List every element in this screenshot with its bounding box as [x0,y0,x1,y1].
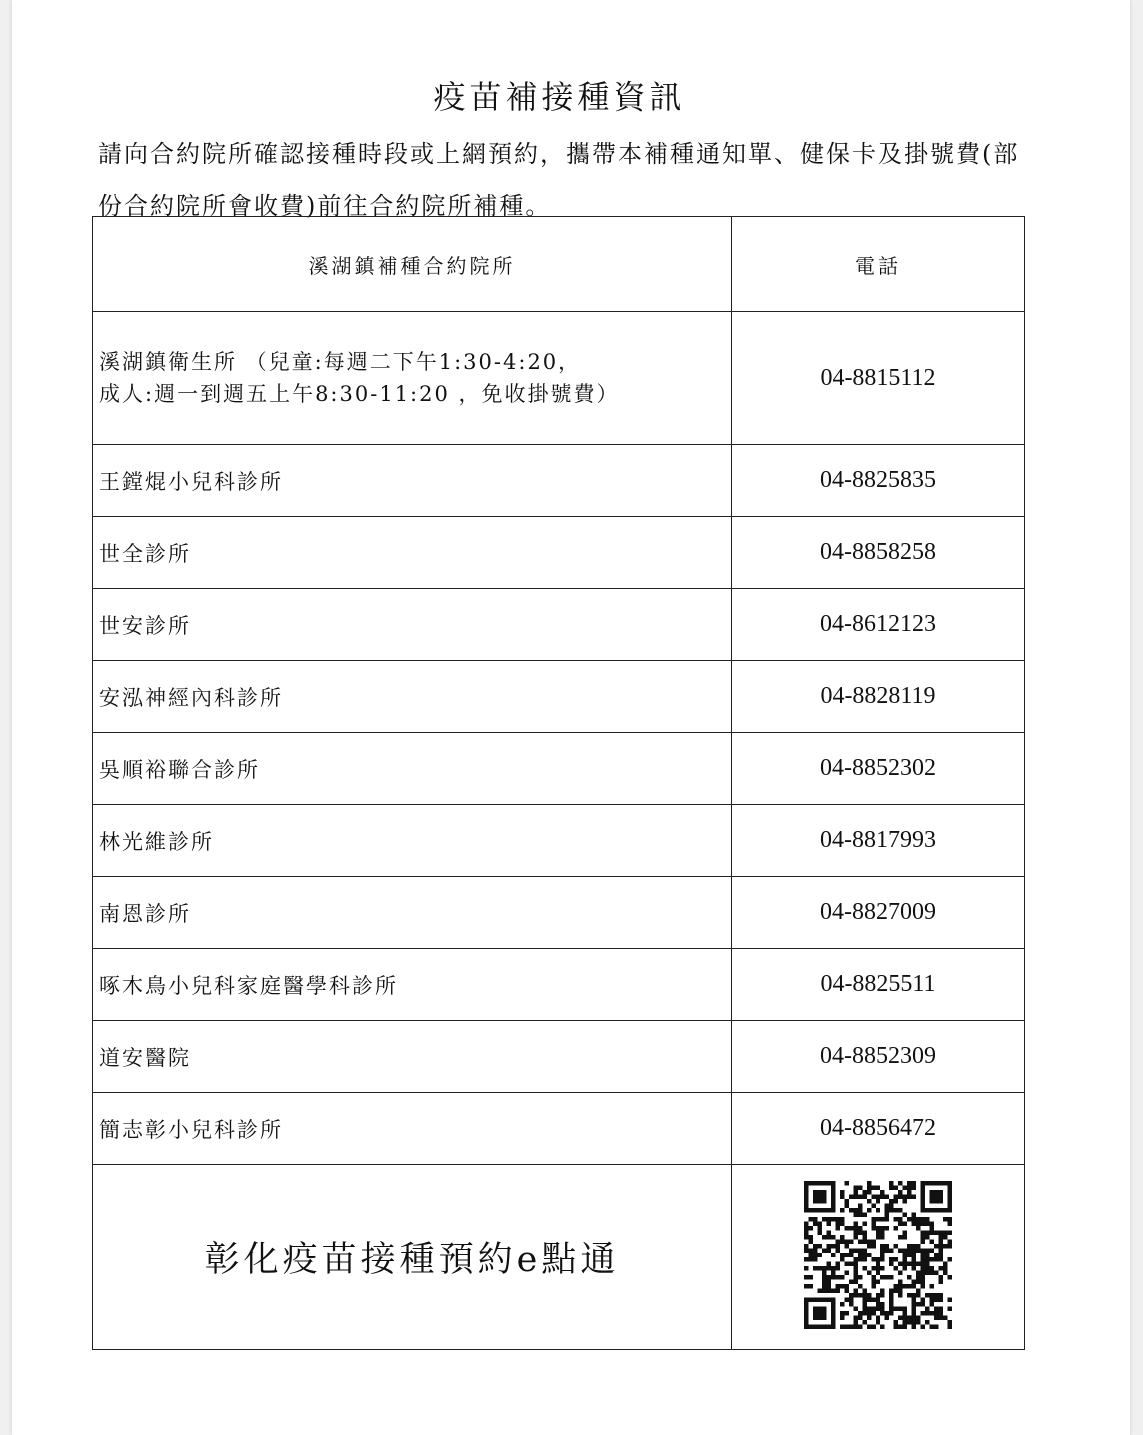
intro-text: 請向合約院所確認接種時段或上網預約，攜帶本補種通知單、健保卡及掛號費(部份合約院所會收費)前往合約院所補種。 [98,140,1020,220]
page-title: 疫苗補接種資訊 [433,78,686,116]
clinic-name: 簡志彰小兒科診所 [93,1093,732,1165]
clinic-name: 世全診所 [93,517,732,589]
table-row [93,312,1025,445]
table-row [93,805,1025,877]
clinic-name: 吳順裕聯合診所 [93,733,732,805]
clinic-phone: 04-8827009 [732,877,1025,949]
clinic-name-line1: 溪湖鎮衛生所 （兒童:每週二下午1:30-4:20， [99,350,582,374]
table-row [93,1093,1025,1165]
table-row [93,1021,1025,1093]
header-clinic: 溪湖鎮補種合約院所 [93,217,732,312]
table-row [93,661,1025,733]
clinic-table [92,216,1025,1350]
qr-cell [732,1165,1025,1350]
clinic-name: 世安診所 [93,589,732,661]
clinic-phone: 04-8817993 [732,805,1025,877]
clinic-name: 南恩診所 [93,877,732,949]
clinic-name [93,312,732,445]
clinic-phone: 04-8858258 [732,517,1025,589]
clinic-phone: 04-8856472 [732,1093,1025,1165]
clinic-name: 道安醫院 [93,1021,732,1093]
clinic-name: 啄木鳥小兒科家庭醫學科診所 [93,949,732,1021]
clinic-phone: 04-8612123 [732,589,1025,661]
clinic-phone: 04-8825511 [732,949,1025,1021]
clinic-name: 安泓神經內科診所 [93,661,732,733]
clinic-phone: 04-8825835 [732,445,1025,517]
clinic-name: 林光維診所 [93,805,732,877]
table-row [93,877,1025,949]
clinic-phone: 04-8828119 [732,661,1025,733]
clinic-phone: 04-8852309 [732,1021,1025,1093]
clinic-name: 王鏜焜小兒科診所 [93,445,732,517]
table-row [93,517,1025,589]
clinic-phone: 04-8815112 [732,312,1025,445]
booking-label: 彰化疫苗接種預約e點通 [93,1165,732,1350]
header-phone: 電話 [732,217,1025,312]
table-row [93,589,1025,661]
table-row [93,733,1025,805]
table-header-row [93,217,1025,312]
booking-row [93,1165,1025,1350]
table-row [93,445,1025,517]
qr-code-icon[interactable] [798,1181,958,1329]
clinic-phone: 04-8852302 [732,733,1025,805]
table-row [93,949,1025,1021]
clinic-name-line2: 成人:週一到週五上午8:30-11:20 ，免收掛號費） [99,382,620,406]
